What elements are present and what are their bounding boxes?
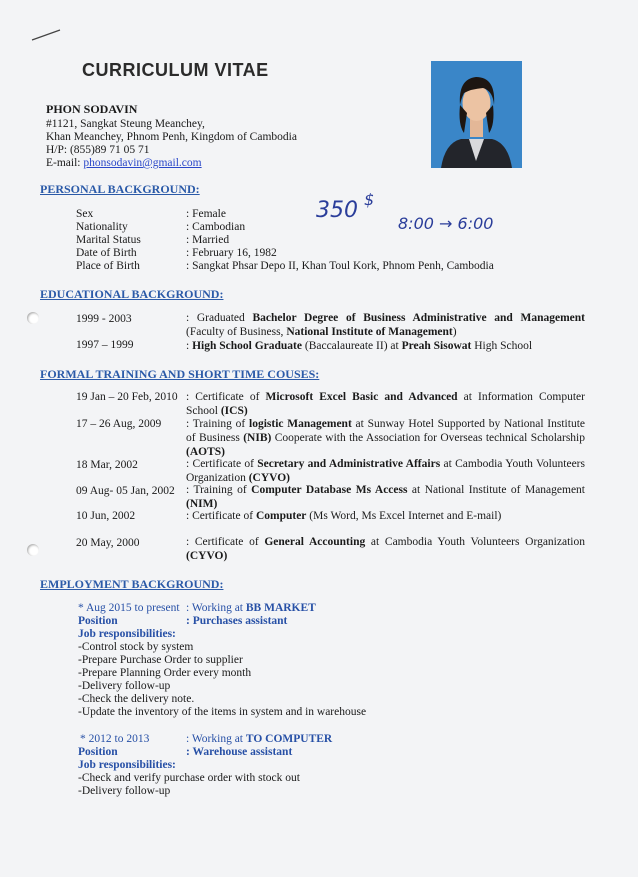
personal-label: Marital Status (76, 234, 141, 246)
text: Cooperate with the Association for Overseas technical Scholarship (271, 432, 585, 444)
text: : Working at (186, 733, 246, 745)
company-name: TO COMPUTER (245, 733, 333, 745)
responsibility-item: -Prepare Purchase Order to supplier (78, 654, 243, 666)
responsibilities-label: Job responsibilities: (78, 628, 176, 640)
training-entry (186, 417, 585, 459)
responsibility-item: -Check and verify purchase order with stock out (78, 772, 300, 784)
applicant-name: PHON SODAVIN (46, 102, 138, 116)
email-label: E-mail: (46, 157, 84, 169)
personal-label: Place of Birth (76, 260, 140, 272)
text: (Faculty of Business, (186, 326, 287, 338)
organization: (NIB) (243, 432, 272, 444)
text: : Certificate of (186, 536, 265, 548)
course-name: Secretary and Administrative Affairs (257, 458, 441, 470)
text: : Certificate of (186, 510, 256, 522)
personal-value: : February 16, 1982 (186, 247, 277, 259)
responsibility-item: -Control stock by system (78, 641, 194, 653)
text: (Baccalaureate II) at (301, 340, 402, 352)
training-entry (186, 535, 585, 563)
organization: (ICS) (220, 405, 248, 417)
course-name: Microsoft Excel Basic and Advanced (265, 391, 458, 403)
personal-label: Nationality (76, 221, 128, 233)
position-label: Position (78, 615, 118, 627)
text: : (186, 340, 193, 352)
organization: (AOTS) (186, 446, 225, 458)
course-name: Computer Database Ms Access (251, 484, 408, 496)
organization: (CYVO) (186, 550, 228, 562)
course-name: logistic Management (249, 418, 352, 430)
job-employer (186, 733, 332, 745)
responsibility-item: -Check the delivery note. (78, 693, 195, 705)
training-entry (186, 509, 585, 523)
course-name: General Accounting (264, 536, 366, 548)
personal-label: Date of Birth (76, 247, 137, 259)
text: : Working at (186, 602, 246, 614)
text: at National Institute of Management (407, 484, 586, 496)
text: at Sunway Hotel Supported by National Institute of Business (186, 418, 585, 444)
education-date: 1999 - 2003 (76, 313, 132, 325)
pen-mark-icon (30, 28, 62, 42)
job-period: * Aug 2015 to present (78, 602, 180, 614)
address-line-2: Khan Meanchey, Phnom Penh, Kingdom of Cambodia (46, 131, 297, 143)
personal-value: : Married (186, 234, 230, 246)
personal-label: Sex (76, 208, 94, 220)
text: at Information Computer School (186, 391, 585, 417)
degree-name: Bachelor Degree of Business Administrative and Management (252, 312, 586, 324)
text: : Training of (186, 484, 252, 496)
responsibility-item: -Delivery follow-up (78, 785, 171, 797)
text: ) (452, 326, 457, 338)
training-date: 10 Jun, 2002 (76, 510, 136, 522)
job-employer (186, 602, 316, 614)
text: : Certificate of (186, 391, 266, 403)
training-date: 18 Mar, 2002 (76, 459, 138, 471)
education-entry (186, 339, 585, 353)
institution-name: National Institute of Management (286, 326, 453, 338)
text: at Cambodia Youth Volunteers Organization (186, 458, 585, 484)
training-entry (186, 390, 585, 418)
email-row (46, 156, 202, 170)
text: High School (471, 340, 533, 352)
position-value: : Purchases assistant (186, 615, 288, 627)
handwritten-dollar: $ (364, 190, 375, 209)
text: : Graduated (186, 312, 253, 324)
responsibility-item: -Prepare Planning Order every month (78, 667, 252, 679)
handwritten-salary: 350 (316, 198, 358, 223)
address-line-1: #1121, Sangkat Steung Meanchey, (46, 118, 205, 130)
training-date: 19 Jan – 20 Feb, 2010 (76, 391, 178, 403)
position-label: Position (78, 746, 118, 758)
section-employment-background: EMPLOYMENT BACKGROUND: (40, 577, 224, 591)
section-educational-background: EDUCATIONAL BACKGROUND: (40, 287, 224, 301)
training-date: 20 May, 2000 (76, 537, 140, 549)
personal-value: : Female (186, 208, 226, 220)
section-formal-training: FORMAL TRAINING AND SHORT TIME COUSES: (40, 367, 320, 381)
email-link[interactable]: phonsodavin@gmail.com (83, 157, 202, 169)
text: : Certificate of (186, 458, 258, 470)
training-entry (186, 457, 585, 485)
responsibility-item: -Delivery follow-up (78, 680, 171, 692)
person-portrait-icon (431, 61, 522, 168)
responsibility-item: -Update the inventory of the items in system and in warehouse (78, 706, 367, 718)
handwritten-time: 8:00 → 6:00 (398, 214, 494, 233)
text: (Ms Word, Ms Excel Internet and E-mail) (306, 510, 502, 522)
job-period: * 2012 to 2013 (80, 733, 150, 745)
punch-hole-icon (27, 312, 39, 324)
education-entry (186, 311, 585, 339)
responsibilities-label: Job responsibilities: (78, 759, 176, 771)
course-name: Computer (255, 510, 307, 522)
profile-photo (431, 61, 522, 168)
position-value: : Warehouse assistant (186, 746, 293, 758)
punch-hole-icon (27, 544, 39, 556)
institution-name: Preah Sisowat (401, 340, 472, 352)
text: at Cambodia Youth Volunteers Organization (365, 536, 585, 548)
education-date: 1997 – 1999 (76, 339, 134, 351)
page-title: CURRICULUM VITAE (82, 60, 269, 80)
section-personal-background: PERSONAL BACKGROUND: (40, 182, 200, 196)
company-name: BB MARKET (245, 602, 316, 614)
training-date: 09 Aug- 05 Jan, 2002 (76, 485, 175, 497)
organization: (CYVO) (248, 472, 290, 484)
personal-value: : Cambodian (186, 221, 246, 233)
training-entry (186, 483, 585, 511)
text: : Training of (186, 418, 250, 430)
training-date: 17 – 26 Aug, 2009 (76, 418, 162, 430)
phone: H/P: (855)89 71 05 71 (46, 144, 150, 156)
organization: (NIM) (186, 498, 218, 510)
personal-value: : Sangkat Phsar Depo II, Khan Toul Kork, Phnom Penh, Cambodia (186, 260, 494, 272)
degree-name: High School Graduate (192, 340, 302, 352)
